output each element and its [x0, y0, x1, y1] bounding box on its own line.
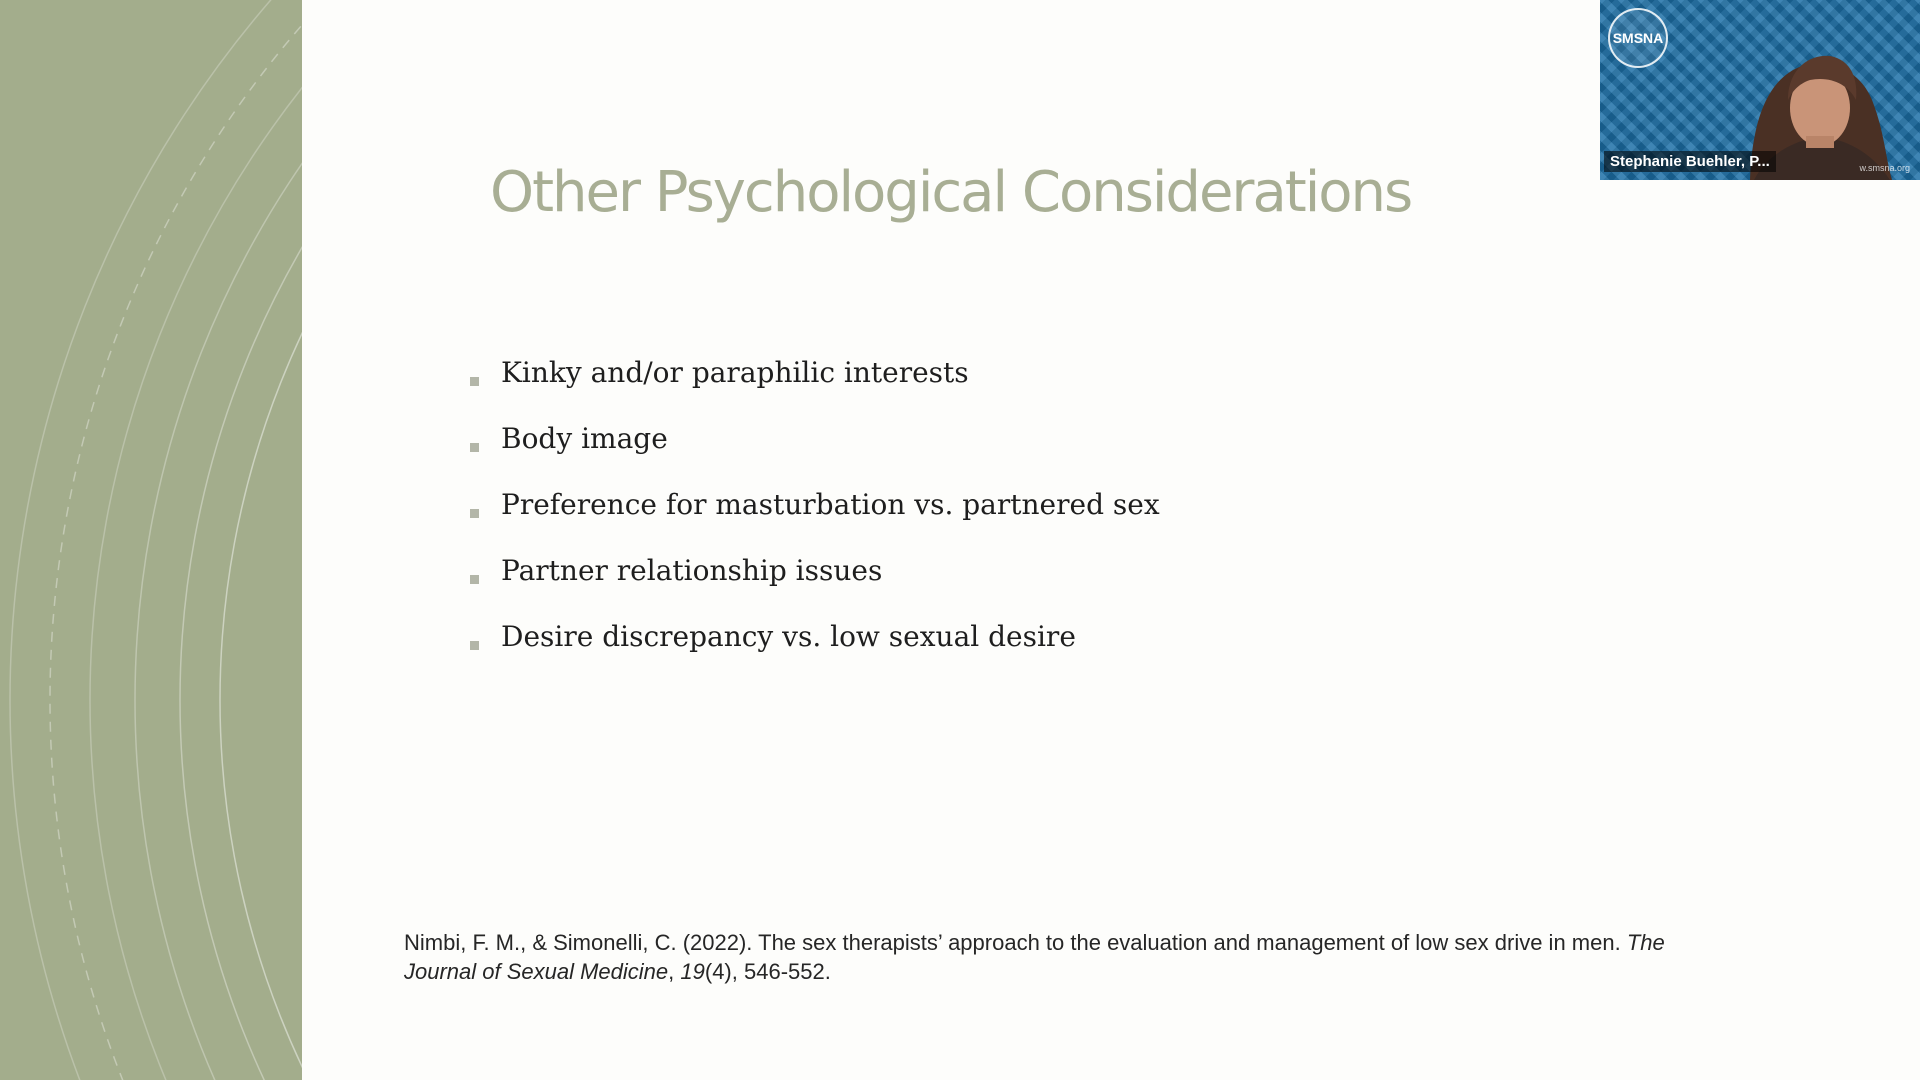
slide-decorative-sidebar: [0, 0, 302, 1080]
square-bullet-icon: [470, 575, 479, 584]
speaker-name-label: Stephanie Buehler, P...: [1604, 151, 1776, 172]
square-bullet-icon: [470, 509, 479, 518]
citation-journal: The Journal of Sexual Medicine: [404, 930, 1665, 984]
bullet-item: [470, 554, 1160, 620]
smsna-logo: [1608, 8, 1668, 68]
bullet-text: Preference for masturbation vs. partnered sex: [501, 488, 1160, 521]
citation-separator: ,: [668, 959, 681, 984]
square-bullet-icon: [470, 443, 479, 452]
citation-volume: 19: [680, 959, 705, 984]
bullet-text: Desire discrepancy vs. low sexual desire: [501, 620, 1076, 653]
citation-reference: [404, 928, 1724, 986]
slide-title: Other Psychological Considerations: [490, 160, 1412, 225]
citation-authors: Nimbi, F. M., & Simonelli, C. (2022). The sex therapists’ approach to the evaluation and management of low sex drive in men.: [404, 930, 1627, 955]
bullet-text: Kinky and/or paraphilic interests: [501, 356, 969, 389]
decorative-arcs: [0, 0, 302, 1080]
watermark-url: w.smsna.org: [1859, 163, 1910, 173]
bullet-item: [470, 488, 1160, 554]
square-bullet-icon: [470, 377, 479, 386]
square-bullet-icon: [470, 641, 479, 650]
bullet-item: [470, 620, 1160, 686]
bullet-text: Body image: [501, 422, 668, 455]
bullet-list: [470, 356, 1160, 686]
logo-text: SMSNA: [1612, 30, 1664, 46]
citation-issue-pages: (4), 546-552.: [704, 959, 831, 984]
bullet-item: [470, 422, 1160, 488]
bullet-text: Partner relationship issues: [501, 554, 883, 587]
bullet-item: [470, 356, 1160, 422]
speaker-video-tile[interactable]: [1600, 0, 1920, 180]
